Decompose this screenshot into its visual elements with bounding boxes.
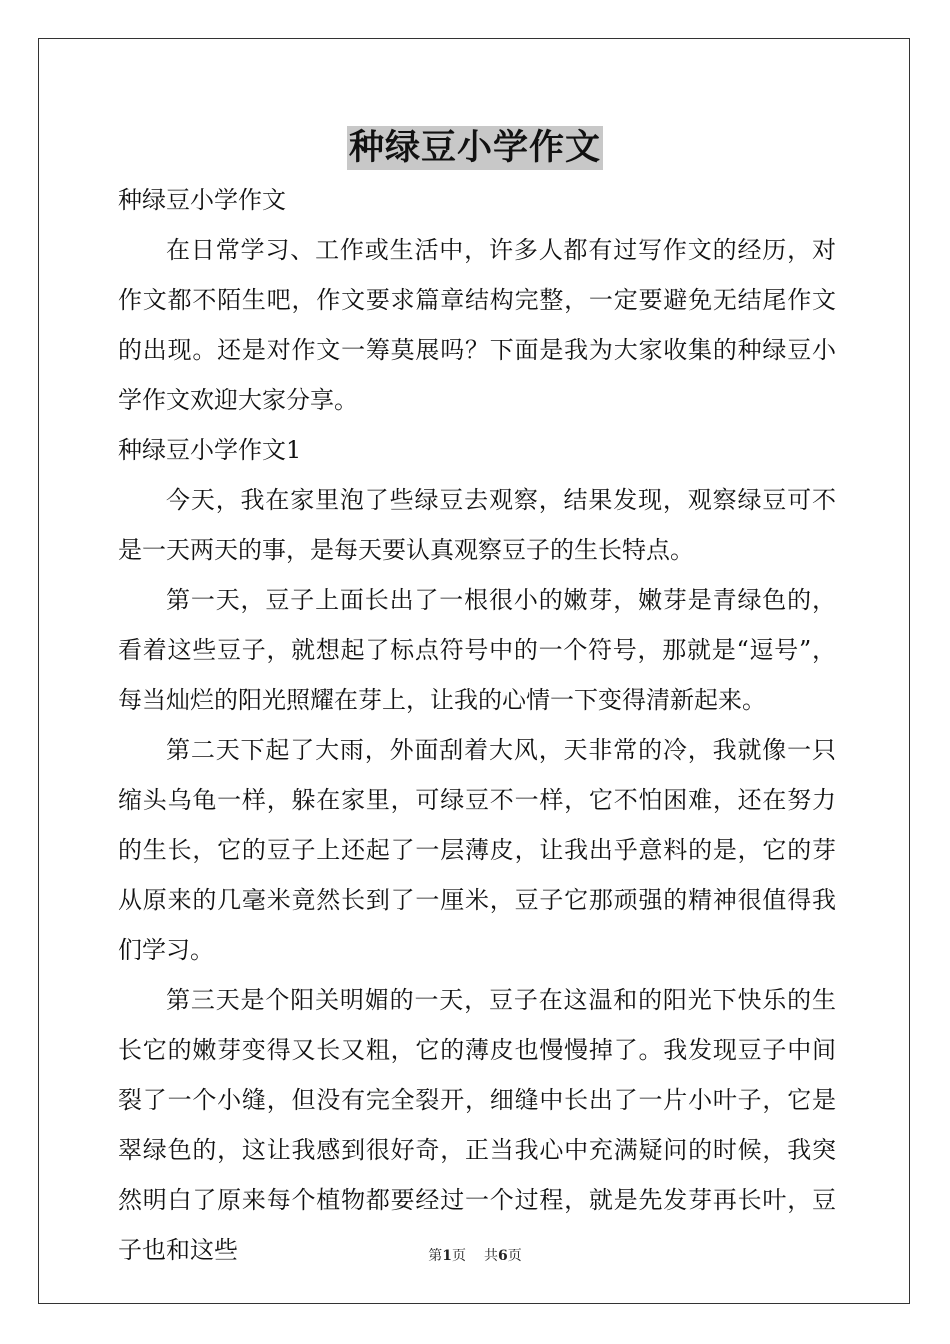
total-page-count: 6 — [498, 1248, 508, 1264]
page-footer — [0, 1245, 950, 1265]
body-paragraph: 今天，我在家里泡了些绿豆去观察，结果发现，观察绿豆可不是一天两天的事，是每天要认真观察豆子的生长特点。 — [118, 486, 836, 564]
body-paragraph: 第一天，豆子上面长出了一根很小的嫩芽，嫩芽是青绿色的，看着这些豆子，就想起了标点符号中的一个符号，那就是“逗号”，每当灿烂的阳光照耀在芽上，让我的心情一下变得清新起来。 — [118, 586, 836, 714]
document-body — [118, 175, 836, 1275]
body-paragraph: 第三天是个阳关明媚的一天，豆子在这温和的阳光下快乐的生长它的嫩芽变得又长又粗，它的薄皮也慢慢掉了。我发现豆子中间裂了一个小缝，但没有完全裂开，细缝中长出了一片小叶子，它是翠绿色的，这让我感到很好奇，正当我心中充满疑问的时候，我突然明白了原来每个植物都要经过一个过程，就是先发芽再长叶，豆子也和这些 — [118, 986, 836, 1264]
current-page-number: 1 — [442, 1248, 452, 1264]
document-title: 种绿豆小学作文 — [348, 127, 601, 168]
essay-1-heading: 种绿豆小学作文1 — [118, 436, 302, 464]
page-suffix: 页 — [452, 1248, 466, 1264]
title-container — [0, 126, 950, 170]
total-suffix: 页 — [507, 1248, 522, 1264]
page-prefix: 第 — [428, 1248, 443, 1264]
body-paragraph: 第二天下起了大雨，外面刮着大风，天非常的冷，我就像一只缩头乌龟一样，躲在家里，可绿豆不一样，它不怕困难，还在努力的生长，它的豆子上还起了一层薄皮，让我出乎意料的是，它的芽从原来的几毫米竟然长到了一厘米，豆子它那顽强的精神很值得我们学习。 — [118, 736, 836, 964]
total-prefix: 共 — [484, 1248, 498, 1264]
intro-paragraph: 在日常学习、工作或生活中，许多人都有过写作文的经历，对作文都不陌生吧，作文要求篇章结构完整，一定要避免无结尾作文的出现。还是对作文一筹莫展吗？下面是我为大家收集的种绿豆小学作文欢迎大家分享。 — [118, 236, 836, 414]
subtitle-heading: 种绿豆小学作文 — [118, 186, 286, 214]
